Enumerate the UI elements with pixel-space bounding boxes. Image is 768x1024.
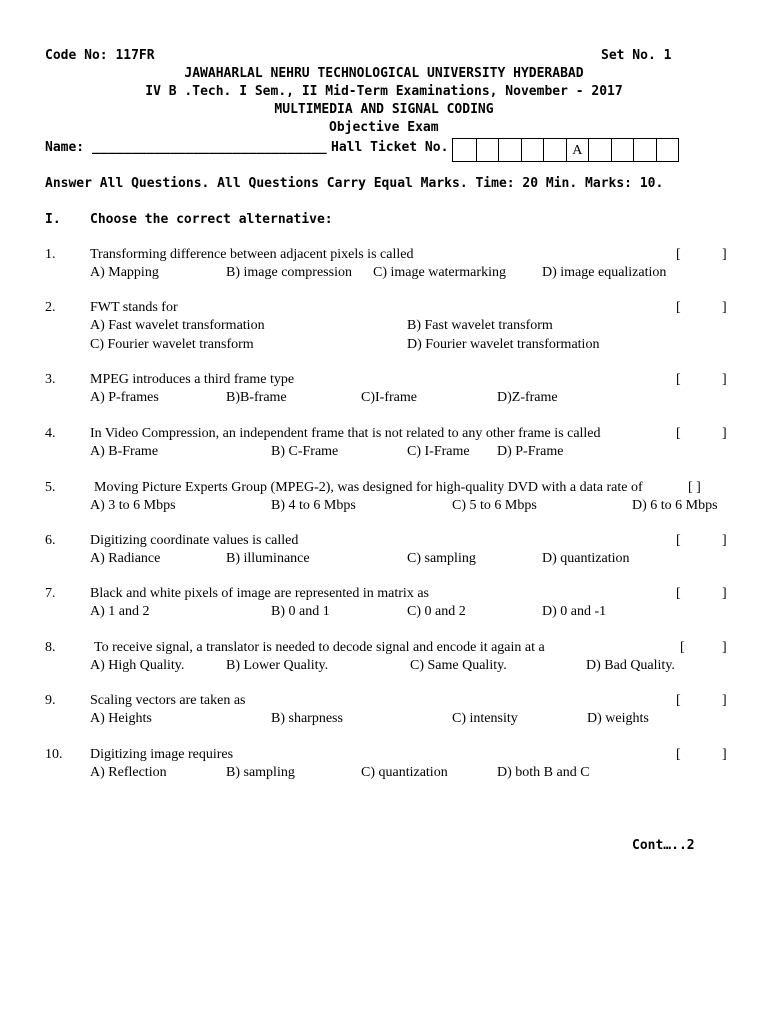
option-d: D) Fourier wavelet transformation: [407, 337, 600, 352]
option-d: D) image equalization: [542, 265, 667, 280]
option-c: C) 5 to 6 Mbps: [452, 498, 537, 513]
hall-ticket-cell[interactable]: [476, 139, 499, 161]
answer-bracket-open[interactable]: [: [676, 586, 681, 601]
question-number: 8.: [45, 640, 56, 655]
option-a: A) Radiance: [90, 551, 161, 566]
answer-bracket-close: ]: [722, 247, 727, 262]
option-b: B) sharpness: [271, 711, 343, 726]
answer-bracket-close: ]: [722, 747, 727, 762]
answer-bracket[interactable]: [ ]: [688, 480, 701, 495]
option-a: A) Reflection: [90, 765, 167, 780]
question-text: Scaling vectors are taken as: [90, 693, 246, 708]
hall-ticket-label: Hall Ticket No.: [331, 140, 449, 155]
question-text: FWT stands for: [90, 300, 178, 315]
question-text: Transforming difference between adjacent pixels is called: [90, 247, 414, 262]
answer-bracket-open[interactable]: [: [676, 533, 681, 548]
option-a: A) Heights: [90, 711, 152, 726]
question-number: 4.: [45, 426, 56, 441]
hall-ticket-cell[interactable]: [588, 139, 611, 161]
question-number: 10.: [45, 747, 63, 762]
option-c: C) intensity: [452, 711, 518, 726]
option-b: B) 4 to 6 Mbps: [271, 498, 356, 513]
option-a: A) 3 to 6 Mbps: [90, 498, 176, 513]
exam-title: IV B .Tech. I Sem., II Mid-Term Examinations, November - 2017: [145, 84, 623, 99]
option-c: C) sampling: [407, 551, 476, 566]
question-number: 2.: [45, 300, 56, 315]
section-title: Choose the correct alternative:: [90, 212, 333, 227]
option-b: B) sampling: [226, 765, 295, 780]
question-text: Black and white pixels of image are represented in matrix as: [90, 586, 429, 601]
answer-bracket-close: ]: [722, 300, 727, 315]
option-c: C) quantization: [361, 765, 448, 780]
continued-note: Cont…..2: [632, 838, 695, 853]
question-text: MPEG introduces a third frame type: [90, 372, 295, 387]
question-text: Digitizing image requires: [90, 747, 234, 762]
option-a: A) Mapping: [90, 265, 159, 280]
answer-bracket-close: ]: [722, 372, 727, 387]
option-b: B)B-frame: [226, 390, 287, 405]
name-field[interactable]: Name: ______________________________: [45, 140, 327, 155]
answer-bracket-open[interactable]: [: [680, 640, 685, 655]
option-d: D) both B and C: [497, 765, 590, 780]
option-b: B) image compression: [226, 265, 352, 280]
hall-ticket-cell[interactable]: [543, 139, 566, 161]
question-text: To receive signal, a translator is needed to decode signal and encode it again at a: [94, 640, 545, 655]
answer-bracket-close: ]: [722, 426, 727, 441]
option-c: C) Same Quality.: [410, 658, 507, 673]
set-number: Set No. 1: [601, 48, 672, 63]
answer-bracket-open[interactable]: [: [676, 693, 681, 708]
option-d: D) 0 and -1: [542, 604, 607, 619]
option-b: B) 0 and 1: [271, 604, 330, 619]
hall-ticket-cell[interactable]: [521, 139, 544, 161]
instructions: Answer All Questions. All Questions Carry Equal Marks. Time: 20 Min. Marks: 10.: [45, 176, 664, 191]
option-d: D) P-Frame: [497, 444, 564, 459]
option-d: D) quantization: [542, 551, 630, 566]
question-text: In Video Compression, an independent frame that is not related to any other frame is called: [90, 426, 601, 441]
option-d: D) weights: [587, 711, 649, 726]
answer-bracket-open[interactable]: [: [676, 247, 681, 262]
option-d: D) Bad Quality.: [586, 658, 675, 673]
subject-title: MULTIMEDIA AND SIGNAL CODING: [274, 102, 494, 117]
option-a: A) High Quality.: [90, 658, 185, 673]
option-c: C) 0 and 2: [407, 604, 466, 619]
option-a: A) P-frames: [90, 390, 159, 405]
hall-ticket-cell[interactable]: [453, 139, 476, 161]
option-b: B) Fast wavelet transform: [407, 318, 553, 333]
option-b: B) illuminance: [226, 551, 310, 566]
hall-ticket-boxes[interactable]: [452, 138, 679, 162]
answer-bracket-close: ]: [722, 693, 727, 708]
hall-ticket-cell[interactable]: A: [566, 139, 589, 161]
answer-bracket-open[interactable]: [: [676, 300, 681, 315]
option-b: B) Lower Quality.: [226, 658, 329, 673]
question-text: Moving Picture Experts Group (MPEG-2), was designed for high-quality DVD with a data rate of: [94, 480, 643, 495]
option-c: C) Fourier wavelet transform: [90, 337, 254, 352]
option-d: D)Z-frame: [497, 390, 558, 405]
question-number: 3.: [45, 372, 56, 387]
question-text: Digitizing coordinate values is called: [90, 533, 299, 548]
answer-bracket-close: ]: [722, 533, 727, 548]
question-number: 5.: [45, 480, 56, 495]
option-a: A) 1 and 2: [90, 604, 150, 619]
option-a: A) Fast wavelet transformation: [90, 318, 265, 333]
exam-type: Objective Exam: [329, 120, 439, 135]
answer-bracket-open[interactable]: [: [676, 747, 681, 762]
question-number: 9.: [45, 693, 56, 708]
code-number: Code No: 117FR: [45, 48, 155, 63]
question-number: 7.: [45, 586, 56, 601]
option-d: D) 6 to 6 Mbps: [632, 498, 718, 513]
option-b: B) C-Frame: [271, 444, 339, 459]
question-number: 6.: [45, 533, 56, 548]
hall-ticket-cell[interactable]: [656, 139, 679, 161]
university-name: JAWAHARLAL NEHRU TECHNOLOGICAL UNIVERSITY HYDERABAD: [184, 66, 584, 81]
question-number: 1.: [45, 247, 56, 262]
section-number: I.: [45, 212, 61, 227]
answer-bracket-open[interactable]: [: [676, 426, 681, 441]
hall-ticket-cell[interactable]: [611, 139, 634, 161]
hall-ticket-cell[interactable]: [498, 139, 521, 161]
option-c: C) image watermarking: [373, 265, 506, 280]
hall-ticket-cell[interactable]: [633, 139, 656, 161]
answer-bracket-close: ]: [722, 586, 727, 601]
option-c: C)I-frame: [361, 390, 417, 405]
option-c: C) I-Frame: [407, 444, 470, 459]
answer-bracket-close: ]: [722, 640, 727, 655]
option-a: A) B-Frame: [90, 444, 159, 459]
answer-bracket-open[interactable]: [: [676, 372, 681, 387]
